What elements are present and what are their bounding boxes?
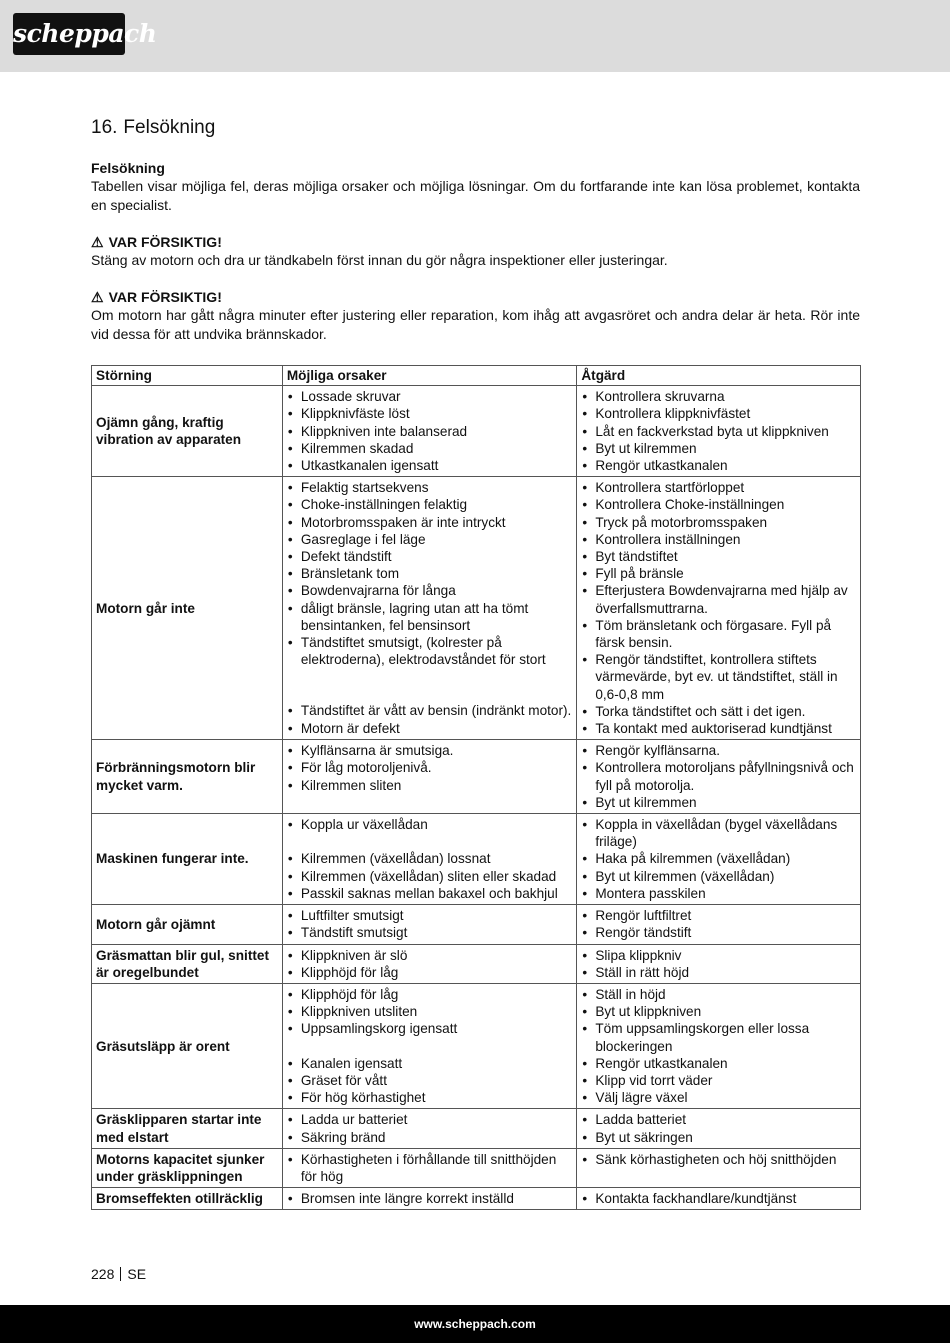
list-spacer [287, 1038, 573, 1055]
list-item: • Ta kontakt med auktoriserad kundtjänst [581, 720, 856, 737]
list-item: • Körhastigheten i förhållande till snitthöjden för hög [287, 1151, 573, 1185]
actions-cell [577, 905, 861, 944]
actions-list [581, 1111, 856, 1145]
table-row [92, 1148, 861, 1187]
list-item: • Kontrollera skruvarna [581, 388, 856, 405]
list-item: • Bromsen inte längre korrekt inställd [287, 1190, 573, 1207]
causes-cell [282, 944, 577, 983]
fault-cell: Motorns kapacitet sjunker under gräsklippningen [92, 1148, 283, 1187]
actions-list [581, 388, 856, 474]
list-item: • Gasreglage i fel läge [287, 531, 573, 548]
causes-cell [282, 814, 577, 905]
actions-cell [577, 477, 861, 740]
table-row [92, 1109, 861, 1148]
causes-cell [282, 1148, 577, 1187]
list-item: • För hög körhastighet [287, 1089, 573, 1106]
fault-cell: Bromseffekten otillräcklig [92, 1188, 283, 1210]
warning-triangle-icon: ⚠ [91, 234, 104, 250]
troubleshooting-table [91, 365, 861, 1210]
list-item: • Klipphöjd för låg [287, 964, 573, 981]
page-number [91, 1265, 146, 1283]
list-item: • Felaktig startsekvens [287, 479, 573, 496]
table-body [92, 386, 861, 1210]
list-item: • Kontrollera inställningen [581, 531, 856, 548]
actions-list [581, 986, 856, 1106]
section-title: Felsökning [123, 117, 216, 138]
list-item: • Bowdenvajrarna för långa [287, 582, 573, 599]
list-item: • Tändstift smutsigt [287, 924, 573, 941]
list-item: • Byt ut klippkniven [581, 1003, 856, 1020]
list-item: • Koppla ur växellådan [287, 816, 573, 833]
intro-subheading: Felsökning [91, 160, 165, 176]
causes-list [287, 947, 573, 981]
table-row [92, 944, 861, 983]
list-item: • Byt ut säkringen [581, 1129, 856, 1146]
language-code: SE [127, 1266, 147, 1282]
list-item: • Lossade skruvar [287, 388, 573, 405]
list-item: • Töm bränsletank och förgasare. Fyll på färsk bensin. [581, 617, 856, 651]
warning-heading-1 [91, 233, 860, 251]
list-item: • Gräset för vått [287, 1072, 573, 1089]
list-item: • Tändstiftet är vått av bensin (indränkt motor). [287, 702, 573, 719]
list-spacer [287, 833, 573, 850]
actions-list [581, 1190, 856, 1207]
list-item: • Låt en fackverkstad byta ut klippkniven [581, 423, 856, 440]
list-item: • Ladda batteriet [581, 1111, 856, 1128]
list-item: • Klippknivfäste löst [287, 405, 573, 422]
list-item: • Byt tändstiftet [581, 548, 856, 565]
list-item: • Montera passkilen [581, 885, 856, 902]
list-item: • Ställ in rätt höjd [581, 964, 856, 981]
section-number: 16. [91, 117, 118, 138]
list-item: • Säkring bränd [287, 1129, 573, 1146]
list-item: • Tändstiftet smutsigt, (kolrester på elektroderna), elektrodavståndet för stort [287, 634, 573, 668]
actions-list [581, 816, 856, 902]
causes-list [287, 742, 573, 794]
list-item: • Kontrollera motoroljans påfyllningsnivå och fyll på motorolja. [581, 759, 856, 793]
table-row [92, 477, 861, 740]
actions-cell [577, 1148, 861, 1187]
causes-cell [282, 983, 577, 1108]
table-row [92, 814, 861, 905]
warning-text-1: Stäng av motorn och dra ur tändkabeln först innan du gör några inspektioner eller justeringar. [91, 252, 668, 268]
list-item: • Byt ut kilremmen [581, 794, 856, 811]
warning-heading-2 [91, 288, 860, 306]
list-item: • Efterjustera Bowdenvajrarna med hjälp av överfallsmuttrarna. [581, 582, 856, 616]
list-item: • Välj lägre växel [581, 1089, 856, 1106]
actions-list [581, 479, 856, 737]
fault-cell: Gräsutsläpp är orent [92, 983, 283, 1108]
list-item: • Rengör utkastkanalen [581, 457, 856, 474]
intro-text: Tabellen visar möjliga fel, deras möjliga orsaker och möjliga lösningar. Om du fortfarande inte kan lösa problemet, kontakta en specialist. [91, 178, 860, 213]
list-item: • Ställ in höjd [581, 986, 856, 1003]
actions-cell [577, 386, 861, 477]
list-item: • Bränsletank tom [287, 565, 573, 582]
list-item: • Haka på kilremmen (växellådan) [581, 850, 856, 867]
list-item: • Slipa klippkniv [581, 947, 856, 964]
list-item: • Klipp vid torrt väder [581, 1072, 856, 1089]
causes-list [287, 388, 573, 474]
table-header-row [92, 366, 861, 386]
list-spacer [287, 668, 573, 702]
actions-cell [577, 944, 861, 983]
warning-title: VAR FÖRSIKTIG! [108, 289, 222, 305]
list-item: • Töm uppsamlingskorgen eller lossa blockeringen [581, 1020, 856, 1054]
fault-cell: Ojämn gång, kraftig vibration av apparaten [92, 386, 283, 477]
actions-cell [577, 1109, 861, 1148]
list-item: • Klippkniven är slö [287, 947, 573, 964]
list-item: • Luftfilter smutsigt [287, 907, 573, 924]
causes-cell [282, 740, 577, 814]
list-item: • Klipphöjd för låg [287, 986, 573, 1003]
list-item: • Rengör tändstift [581, 924, 856, 941]
list-item: • Klippkniven inte balanserad [287, 423, 573, 440]
list-item: • Kilremmen skadad [287, 440, 573, 457]
list-item: • Kilremmen (växellådan) sliten eller skadad [287, 868, 573, 885]
list-item: • dåligt bränsle, lagring utan att ha tömt bensintanken, fel bensinsort [287, 600, 573, 634]
list-item: • Motorbromsspaken är inte intryckt [287, 514, 573, 531]
list-item: • Defekt tändstift [287, 548, 573, 565]
causes-list [287, 1111, 573, 1145]
causes-list [287, 1151, 573, 1185]
list-item: • Klippkniven utsliten [287, 1003, 573, 1020]
warning-text-2: Om motorn har gått några minuter efter justering eller reparation, kom ihåg att avgasröret och andra delar är heta. Rör inte vid dessa för att undvika brännskador. [91, 307, 860, 342]
actions-list [581, 947, 856, 981]
fault-cell: Motorn går ojämnt [92, 905, 283, 944]
actions-cell [577, 983, 861, 1108]
table-row [92, 983, 861, 1108]
actions-list [581, 907, 856, 941]
list-item: • Tryck på motorbromsspaken [581, 514, 856, 531]
list-item: • Rengör utkastkanalen [581, 1055, 856, 1072]
list-item: • Rengör luftfiltret [581, 907, 856, 924]
list-item: • Kontakta fackhandlare/kundtjänst [581, 1190, 856, 1207]
list-item: • Byt ut kilremmen [581, 440, 856, 457]
page-content [91, 116, 860, 1210]
list-item: • Utkastkanalen igensatt [287, 457, 573, 474]
list-item: • Rengör tändstiftet, kontrollera stiftets värmevärde, byt ev. ut tändstiftet, ställ in 0,6-0,8 mm [581, 651, 856, 703]
actions-list [581, 742, 856, 811]
causes-cell [282, 905, 577, 944]
list-item: • Passkil saknas mellan bakaxel och bakhjul [287, 885, 573, 902]
list-item: • För låg motoroljenivå. [287, 759, 573, 776]
actions-cell [577, 1188, 861, 1210]
section-heading [91, 116, 860, 140]
list-item: • Ladda ur batteriet [287, 1111, 573, 1128]
table-row [92, 905, 861, 944]
list-item: • Kanalen igensatt [287, 1055, 573, 1072]
list-item: • Byt ut kilremmen (växellådan) [581, 868, 856, 885]
column-header-actions: Åtgärd [577, 366, 861, 386]
list-item: • Kylflänsarna är smutsiga. [287, 742, 573, 759]
actions-cell [577, 814, 861, 905]
actions-list [581, 1151, 856, 1168]
list-item: • Motorn är defekt [287, 720, 573, 737]
causes-cell [282, 1188, 577, 1210]
list-item: • Fyll på bränsle [581, 565, 856, 582]
list-item: • Kilremmen sliten [287, 777, 573, 794]
causes-cell [282, 1109, 577, 1148]
list-item: • Koppla in växellådan (bygel växellådans friläge) [581, 816, 856, 850]
causes-list [287, 907, 573, 941]
column-header-fault: Störning [92, 366, 283, 386]
page-number-value: 228 [91, 1266, 115, 1282]
list-item: • Uppsamlingskorg igensatt [287, 1020, 573, 1037]
fault-cell: Motorn går inte [92, 477, 283, 740]
actions-cell [577, 740, 861, 814]
causes-list [287, 1190, 573, 1207]
table-row [92, 740, 861, 814]
brand-logo: scheppach [13, 13, 125, 55]
warning-triangle-icon: ⚠ [91, 289, 104, 305]
list-item: • Kontrollera klippknivfästet [581, 405, 856, 422]
causes-cell [282, 477, 577, 740]
fault-cell: Förbränningsmotorn blir mycket varm. [92, 740, 283, 814]
footer-url: www.scheppach.com [414, 1317, 536, 1331]
fault-cell: Maskinen fungerar inte. [92, 814, 283, 905]
warning-title: VAR FÖRSIKTIG! [108, 234, 222, 250]
fault-cell: Gräsmattan blir gul, snittet är oregelbundet [92, 944, 283, 983]
page-separator [120, 1267, 121, 1281]
causes-cell [282, 386, 577, 477]
table-row [92, 386, 861, 477]
list-item: • Choke-inställningen felaktig [287, 496, 573, 513]
list-item: • Sänk körhastigheten och höj snitthöjden [581, 1151, 856, 1168]
column-header-causes: Möjliga orsaker [282, 366, 577, 386]
list-item: • Kontrollera startförloppet [581, 479, 856, 496]
causes-list [287, 479, 573, 737]
causes-list [287, 816, 573, 902]
table-row [92, 1188, 861, 1210]
list-item: • Kilremmen (växellådan) lossnat [287, 850, 573, 867]
causes-list [287, 986, 573, 1106]
list-item: • Torka tändstiftet och sätt i det igen. [581, 703, 856, 720]
list-item: • Kontrollera Choke-inställningen [581, 496, 856, 513]
fault-cell: Gräsklipparen startar inte med elstart [92, 1109, 283, 1148]
list-item: • Rengör kylflänsarna. [581, 742, 856, 759]
